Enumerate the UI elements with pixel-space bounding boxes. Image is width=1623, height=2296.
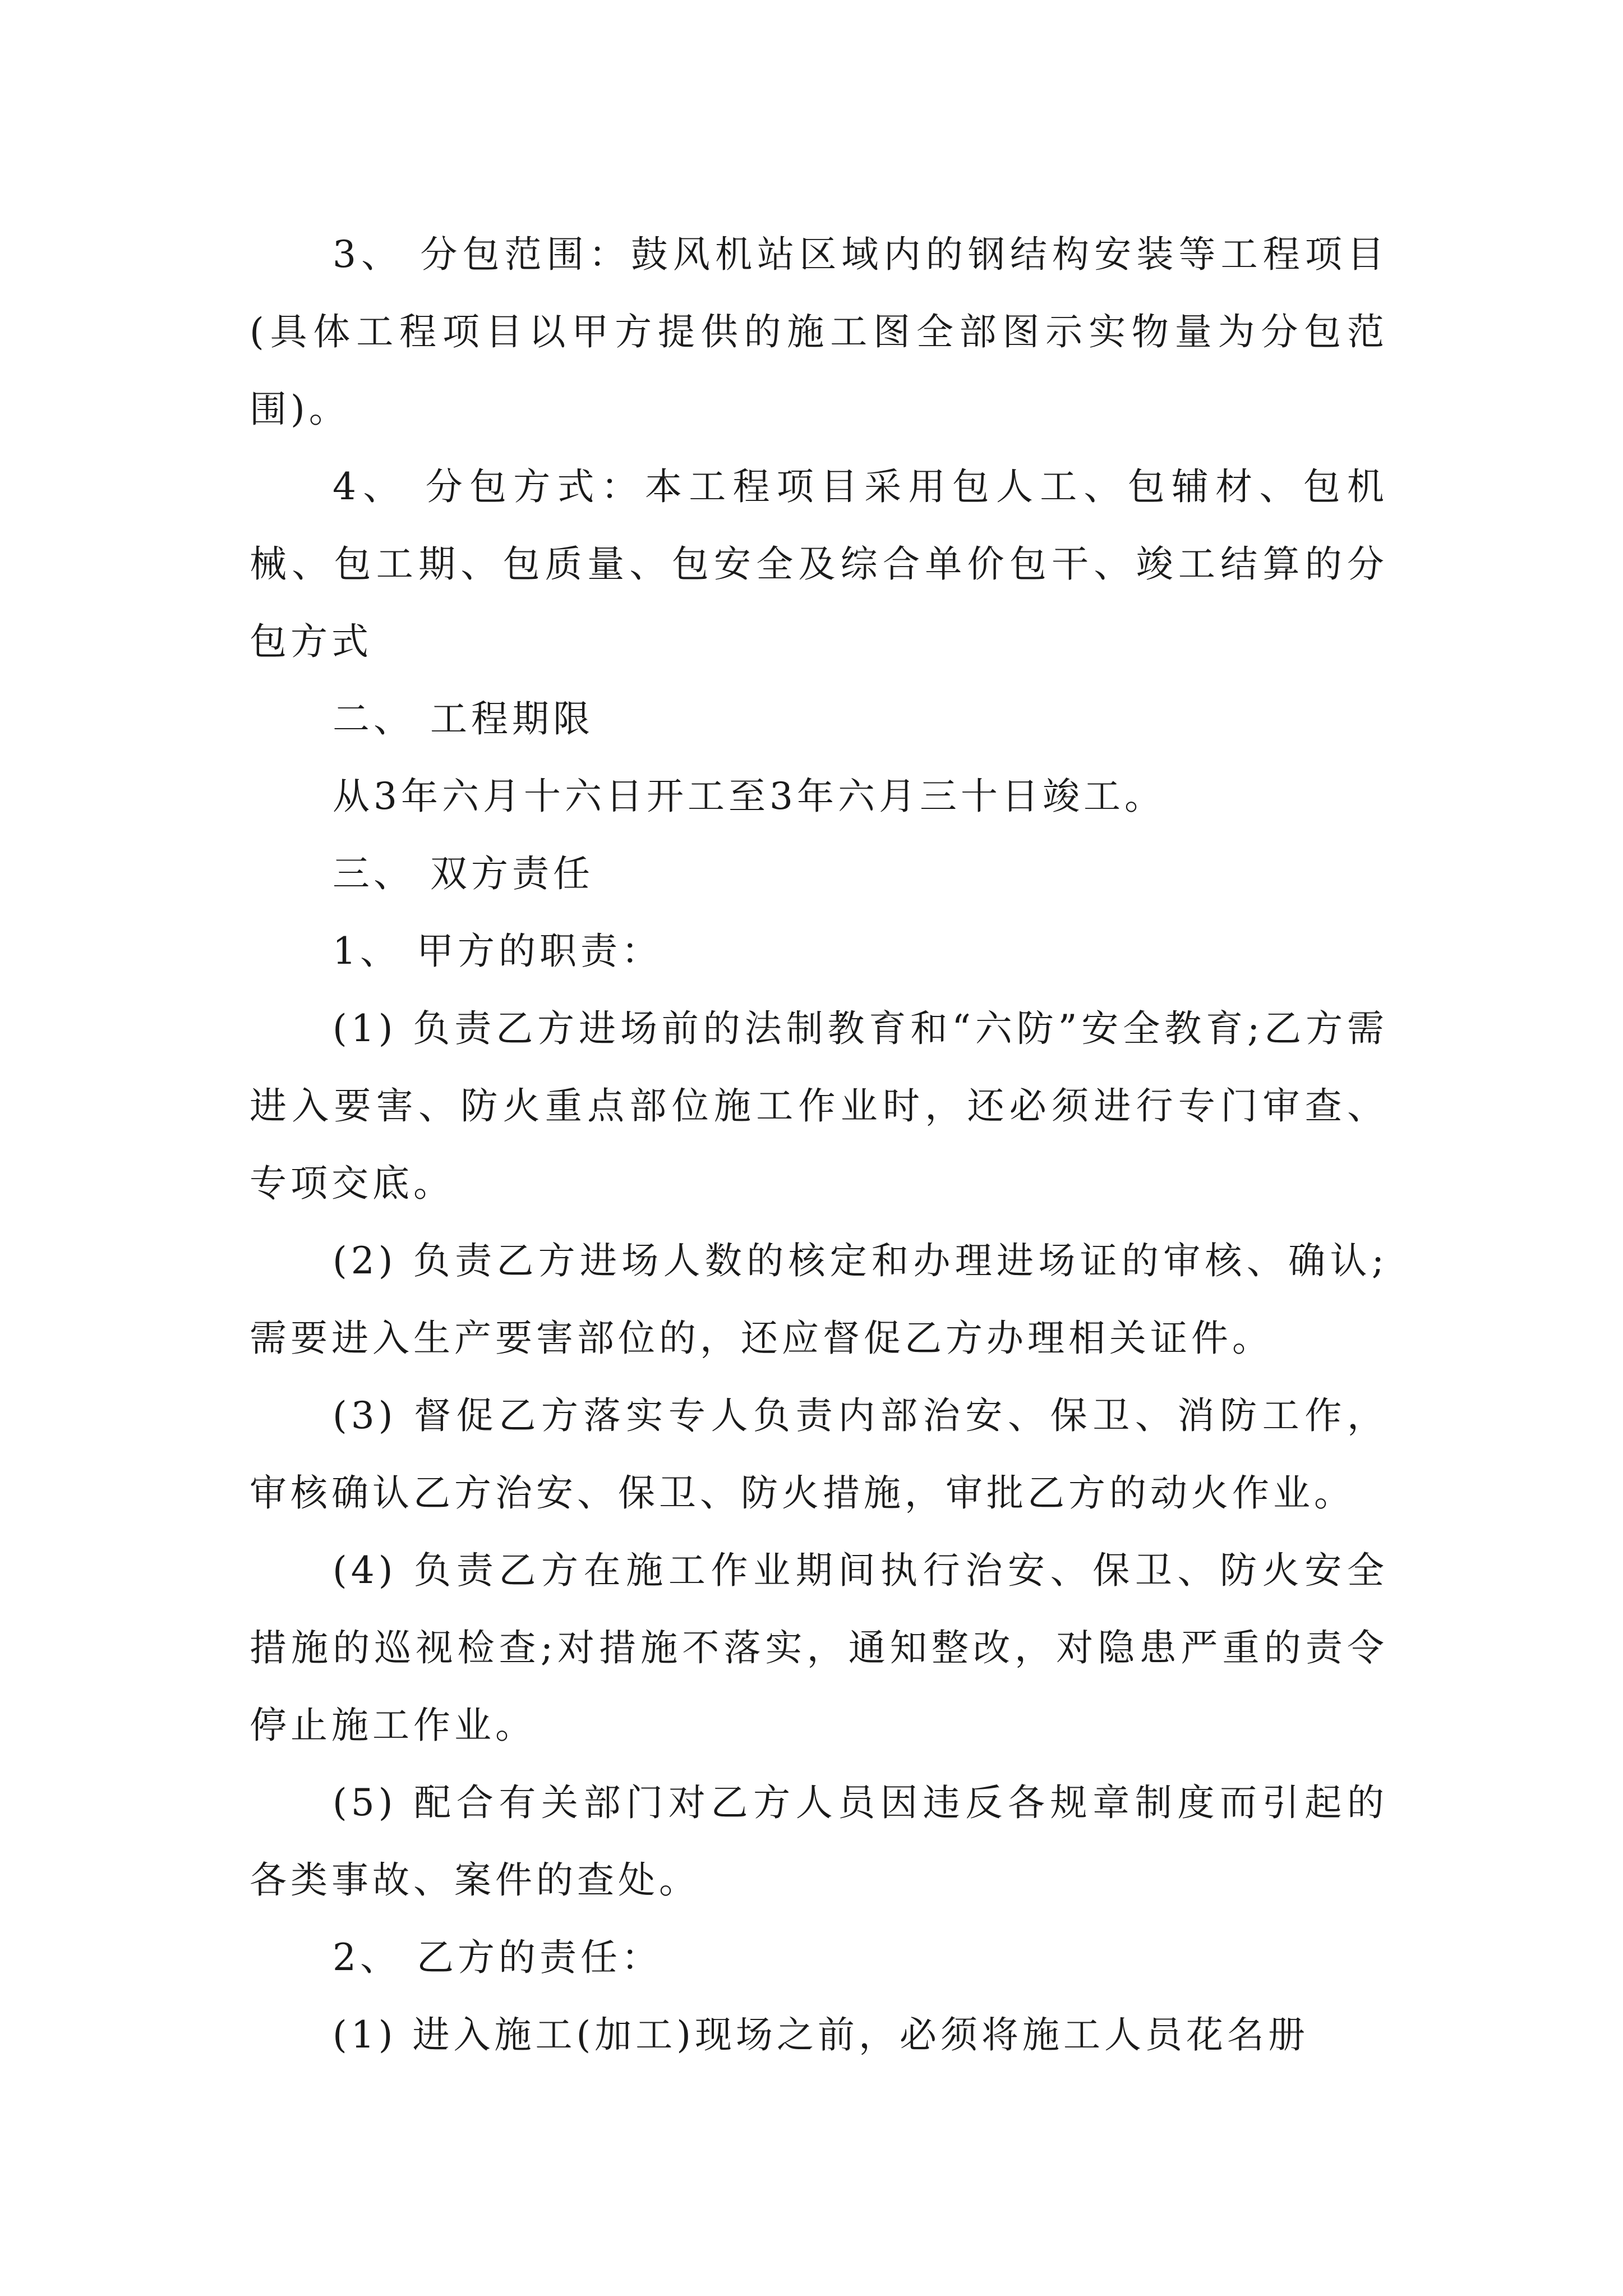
paragraph-duration-dates: 从3年六月十六日开工至3年六月三十日竣工。 <box>333 775 1165 818</box>
heading-responsibilities: 三、 双方责任 <box>333 852 594 895</box>
paragraph-duty-4: (4) 负责乙方在施工作业期间执行治安、保卫、防火安全措施的巡视检查;对措施不落实，通知整改，对隐患严重的责令停止施工作业。 <box>250 1549 1388 1747</box>
heading-project-duration: 二、 工程期限 <box>333 697 594 740</box>
paragraph-duty-3: (3) 督促乙方落实专人负责内部治安、保卫、消防工作，审核确认乙方治安、保卫、防火措施，审批乙方的动火作业。 <box>250 1394 1388 1515</box>
document-body <box>250 216 1388 2074</box>
paragraph-responsibility-1: (1) 进入施工(加工)现场之前，必须将施工人员花名册 <box>333 2013 1309 2056</box>
paragraph-duty-2: (2) 负责乙方进场人数的核定和办理进场证的审核、确认;需要进入生产要害部位的，还应督促乙方办理相关证件。 <box>250 1239 1388 1360</box>
heading-party-a-duties: 1、 甲方的职责： <box>333 930 662 973</box>
paragraph-duty-5: (5) 配合有关部门对乙方人员因违反各规章制度而引起的各类事故、案件的查处。 <box>250 1781 1388 1902</box>
heading-party-b-responsibilities: 2、 乙方的责任： <box>333 1936 662 1979</box>
paragraph-duty-1: (1) 负责乙方进场前的法制教育和“六防”安全教育;乙方需进入要害、防火重点部位施工作业时，还必须进行专门审查、专项交底。 <box>250 1007 1388 1205</box>
paragraph-subcontract-scope: 3、 分包范围：鼓风机站区域内的钢结构安装等工程项目(具体工程项目以甲方提供的施工图全部图示实物量为分包范围)。 <box>250 233 1388 431</box>
paragraph-subcontract-method: 4、 分包方式：本工程项目采用包人工、包辅材、包机械、包工期、包质量、包安全及综合单价包干、竣工结算的分包方式 <box>250 465 1388 663</box>
